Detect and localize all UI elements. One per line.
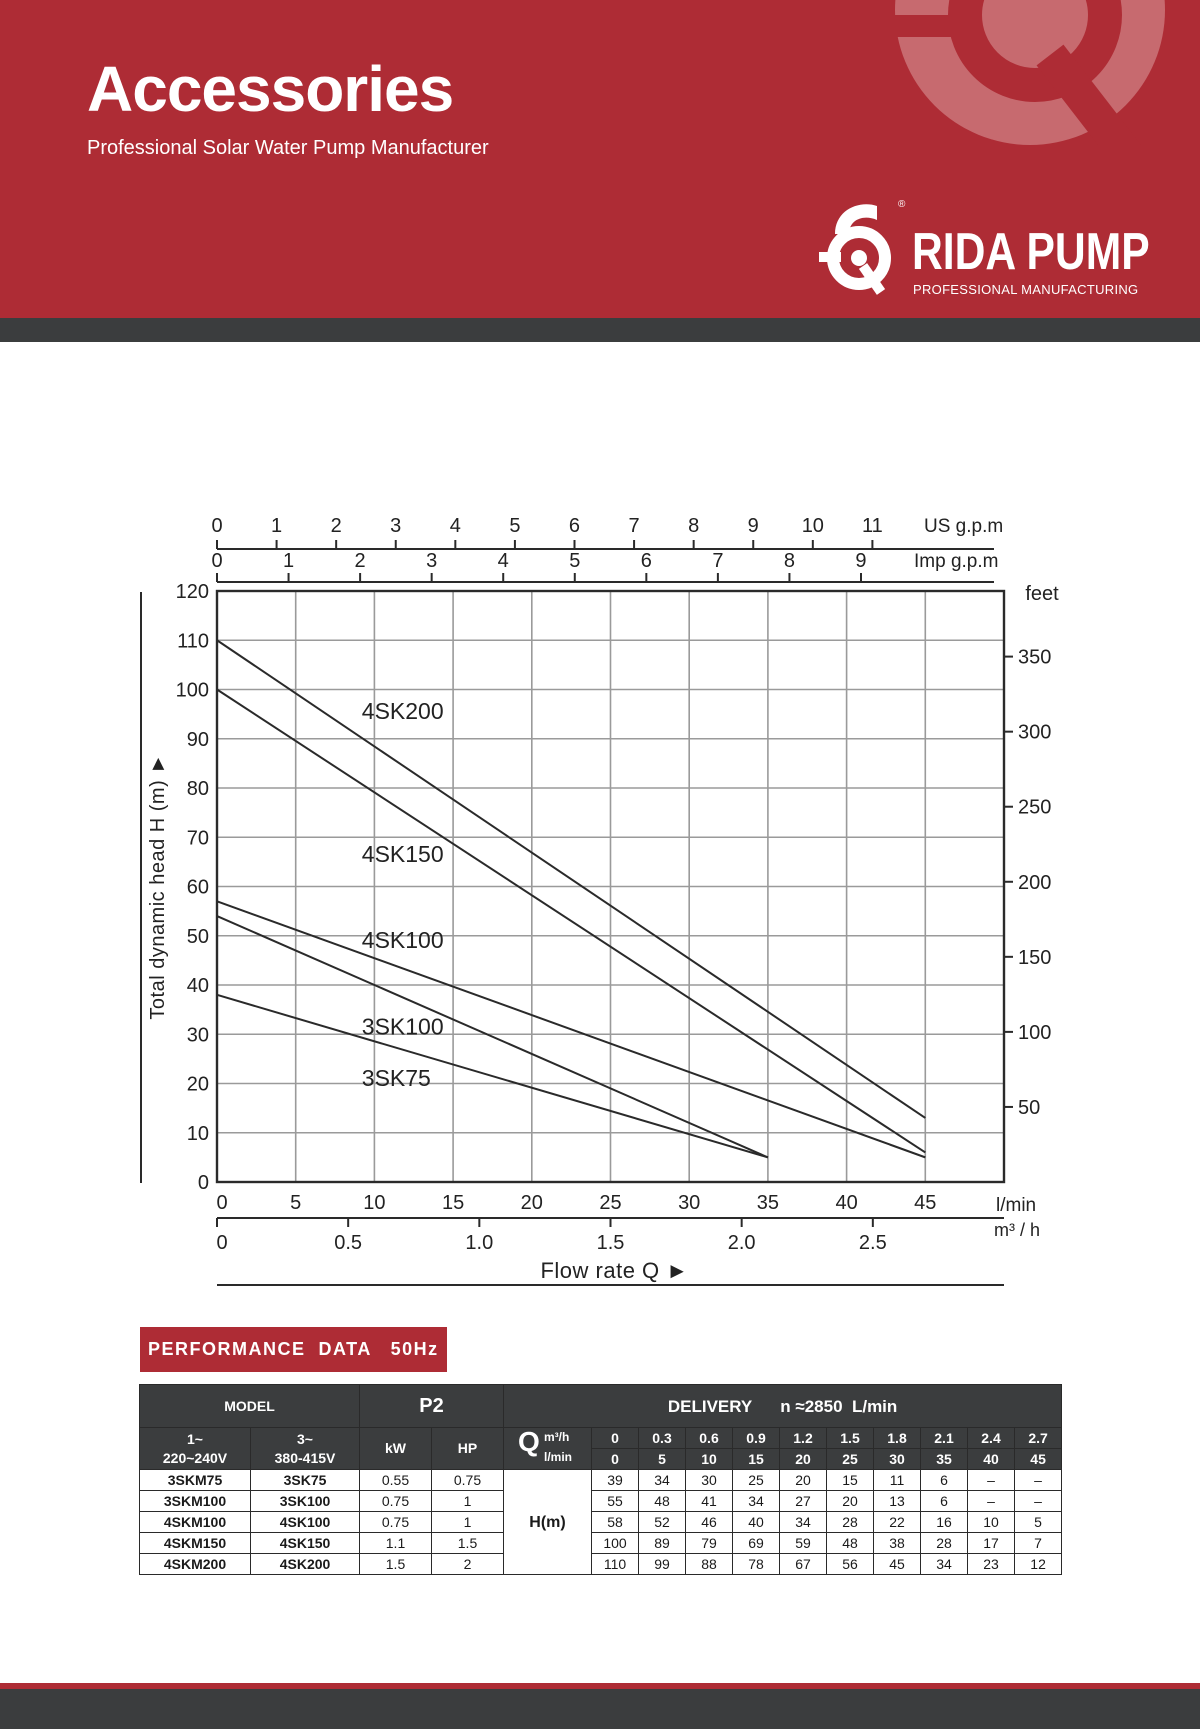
series-line-4sk100 [217,901,925,1157]
head-value-cell: 23 [968,1554,1015,1575]
y-tick-label: 90 [186,728,209,751]
table-header-row [140,1385,1062,1428]
model-1phase-cell: 4SKM100 [140,1512,251,1533]
x-tick-label: 45 [914,1192,937,1214]
x-tick-label: 15 [441,1192,465,1214]
usgpm-tick-label: 8 [688,515,700,537]
hp-cell: 0.75 [432,1470,504,1491]
kw-cell: 1.1 [360,1533,432,1554]
model-1phase-cell: 3SKM100 [140,1491,251,1512]
performance-table [139,1384,1062,1575]
head-value-cell: 11 [874,1470,921,1491]
head-value-cell: 6 [921,1470,968,1491]
y-tick-label: 10 [186,1122,209,1145]
impgpm-tick-label: 8 [783,550,796,572]
q-m3h-value: 1.2 [780,1428,827,1449]
m3h-tick-label: 0 [216,1232,228,1254]
head-value-cell: 13 [874,1491,921,1512]
m3h-tick-label: 1.5 [596,1232,625,1254]
table-row [140,1533,1062,1554]
head-value-cell: 56 [827,1554,874,1575]
header-divider-bar [0,318,1200,342]
brand-tagline: PROFESSIONAL MANUFACTURING [913,282,1139,297]
q-m3h-value: 0.3 [639,1428,686,1449]
head-value-cell: 45 [874,1554,921,1575]
kw-cell: 0.75 [360,1491,432,1512]
head-value-cell: 40 [733,1512,780,1533]
q-lmin-value: 5 [639,1449,686,1470]
head-value-cell: 67 [780,1554,827,1575]
y-tick-label: 120 [175,581,209,603]
rida-logo-icon [815,200,895,300]
impgpm-tick-label: 9 [855,550,867,572]
head-value-cell: 100 [592,1533,639,1554]
x-tick-label: 0 [216,1192,228,1214]
y-tick-label: 50 [186,925,209,948]
model-3phase-cell: 3SK100 [251,1491,360,1512]
model-3phase-cell: 4SK150 [251,1533,360,1554]
model-1phase-cell: 3SKM75 [140,1470,251,1491]
head-value-cell: 58 [592,1512,639,1533]
y-tick-label: 110 [177,630,209,653]
y-tick-label: 0 [197,1172,209,1194]
head-value-cell: 28 [827,1512,874,1533]
head-value-cell: 79 [686,1533,733,1554]
pump-curve-chart [120,500,1080,1300]
y-tick-label: 30 [186,1024,209,1047]
hp-cell: 2 [432,1554,504,1575]
model-1phase-cell: 4SKM150 [140,1533,251,1554]
head-value-cell: 38 [874,1533,921,1554]
head-value-cell: 5 [1015,1512,1062,1533]
head-value-cell: 41 [686,1491,733,1512]
impgpm-tick-label: 7 [712,550,724,572]
head-value-cell: 48 [827,1533,874,1554]
q-lmin-value: 20 [780,1449,827,1470]
kw-cell: 1.5 [360,1554,432,1575]
kw-cell: 0.55 [360,1470,432,1491]
table-row [140,1512,1062,1533]
usgpm-tick-label: 11 [862,515,883,537]
hp-cell: 1.5 [432,1533,504,1554]
feet-unit-label: feet [1025,583,1059,605]
x-tick-label: 40 [835,1192,858,1214]
q-lmin-value: 35 [921,1449,968,1470]
p2-header: P2 [360,1385,504,1428]
model-3phase-cell: 4SK100 [251,1512,360,1533]
m3h-tick-label: 2.0 [727,1232,756,1254]
head-value-cell: 27 [780,1491,827,1512]
head-value-cell: 78 [733,1554,780,1575]
q-lmin-value: 40 [968,1449,1015,1470]
q-symbol: Q [518,1426,540,1457]
head-value-cell: 12 [1015,1554,1062,1575]
head-value-cell: 30 [686,1470,733,1491]
head-value-cell: 28 [921,1533,968,1554]
x-tick-label: 10 [363,1192,386,1214]
q-m3h-row [140,1428,1062,1449]
q-header [504,1428,592,1470]
head-value-cell: 69 [733,1533,780,1554]
q-lmin-value: 10 [686,1449,733,1470]
x-tick-label: 25 [599,1192,622,1214]
q-lmin-value: 25 [827,1449,874,1470]
feet-tick-label: 200 [1018,871,1052,894]
impgpm-tick-label: 5 [569,550,581,572]
head-value-cell: 88 [686,1554,733,1575]
phase1-voltage: 220~240V [162,1449,228,1466]
head-value-cell: – [1015,1491,1062,1512]
table-row [140,1554,1062,1575]
head-value-cell: 39 [592,1470,639,1491]
head-value-cell: 17 [968,1533,1015,1554]
decorative-logo-icon [895,0,1165,145]
head-value-cell: 34 [780,1512,827,1533]
head-value-cell: 110 [592,1554,639,1575]
head-value-cell: – [1015,1470,1062,1491]
y-tick-label: 60 [186,876,209,899]
impgpm-tick-label: 2 [354,550,366,572]
feet-tick-label: 100 [1018,1021,1052,1044]
brand-name: RIDA PUMP [912,223,1150,281]
q-m3h-value: 0.9 [733,1428,780,1449]
x-unit-label: l/min [996,1195,1037,1216]
impgpm-tick-label: 1 [282,550,295,572]
kw-header: kW [360,1428,432,1470]
usgpm-tick-label: 0 [211,515,223,537]
phase3-voltage: 380-415V [274,1449,336,1466]
table-row [140,1491,1062,1512]
head-value-cell: 6 [921,1491,968,1512]
head-value-cell: 99 [639,1554,686,1575]
m3h-tick-label: 2.5 [858,1232,887,1254]
impgpm-tick-label: 6 [640,550,652,572]
usgpm-tick-label: 6 [568,515,581,537]
x-tick-label: 20 [520,1192,543,1214]
feet-tick-label: 50 [1018,1096,1041,1119]
usgpm-tick-label: 10 [801,515,824,537]
head-value-cell: 22 [874,1512,921,1533]
kw-cell: 0.75 [360,1512,432,1533]
head-value-cell: 55 [592,1491,639,1512]
phase3-header [251,1428,360,1470]
m3h-tick-label: 1.0 [465,1232,494,1254]
table-row [140,1470,1062,1491]
head-value-cell: 48 [639,1491,686,1512]
usgpm-tick-label: 9 [747,515,759,537]
q-unit-lmin: l/min [544,1450,573,1464]
phase1-header [140,1428,251,1470]
x-tick-label: 30 [678,1192,701,1214]
head-value-cell: 34 [921,1554,968,1575]
q-m3h-value: 0 [592,1428,639,1449]
registered-mark: ® [898,199,906,210]
impgpm-tick-label: 3 [426,550,438,572]
y-tick-label: 80 [186,778,209,800]
model-1phase-cell: 4SKM200 [140,1554,251,1575]
impgpm-unit-label: Imp g.p.m [914,551,999,572]
q-m3h-value: 1.5 [827,1428,874,1449]
delivery-header: DELIVERY n ≈2850 L/min [504,1385,1062,1428]
series-label-4sk100: 4SK100 [361,927,444,954]
usgpm-tick-label: 1 [271,515,283,537]
x-tick-label: 5 [290,1192,302,1214]
usgpm-unit-label: US g.p.m [924,516,1004,537]
head-value-cell: 7 [1015,1533,1062,1554]
page-title: Accessories [87,53,454,125]
usgpm-tick-label: 5 [509,515,521,537]
head-value-cell: 59 [780,1533,827,1554]
q-lmin-value: 0 [592,1449,639,1470]
head-value-cell: 34 [639,1470,686,1491]
impgpm-tick-label: 4 [497,550,509,572]
performance-data-label: PERFORMANCE DATA 50Hz [140,1327,447,1372]
y-tick-label: 20 [186,1073,209,1096]
usgpm-tick-label: 3 [390,515,402,537]
head-value-cell: 10 [968,1512,1015,1533]
head-value-cell: 25 [733,1470,780,1491]
head-value-cell: 52 [639,1512,686,1533]
q-lmin-value: 15 [733,1449,780,1470]
hp-cell: 1 [432,1512,504,1533]
m3h-unit-label: m³ / h [994,1220,1041,1240]
x-tick-label: 35 [756,1192,780,1214]
phase3-label: 3~ [297,1430,313,1447]
usgpm-tick-label: 7 [628,515,640,537]
phase1-label: 1~ [187,1430,203,1447]
head-label-cell: H(m) [504,1470,592,1575]
series-label-4sk150: 4SK150 [361,840,444,867]
head-value-cell: 15 [827,1470,874,1491]
usgpm-tick-label: 2 [330,515,342,537]
model-header: MODEL [140,1385,360,1428]
q-m3h-value: 2.7 [1015,1428,1062,1449]
y-tick-label: 100 [175,679,209,702]
y-tick-label: 70 [186,827,209,850]
head-value-cell: 16 [921,1512,968,1533]
q-lmin-value: 30 [874,1449,921,1470]
q-m3h-value: 2.4 [968,1428,1015,1449]
head-value-cell: 46 [686,1512,733,1533]
head-value-cell: 89 [639,1533,686,1554]
head-value-cell: 20 [780,1470,827,1491]
q-m3h-value: 2.1 [921,1428,968,1449]
feet-tick-label: 150 [1018,946,1052,969]
x-axis-label: Flow rate Q ► [540,1258,689,1283]
feet-tick-label: 300 [1018,721,1052,744]
head-value-cell: – [968,1470,1015,1491]
y-tick-label: 40 [186,975,209,997]
head-value-cell: 34 [733,1491,780,1512]
series-line-4sk200 [217,640,925,1118]
impgpm-tick-label: 0 [211,550,223,572]
page-subtitle: Professional Solar Water Pump Manufacturer [87,137,489,159]
page-header [0,0,1200,318]
m3h-tick-label: 0.5 [334,1232,363,1254]
q-m3h-value: 1.8 [874,1428,921,1449]
feet-tick-label: 250 [1018,796,1052,819]
footer-bar [0,1689,1200,1729]
series-label-3sk75: 3SK75 [361,1064,431,1091]
series-label-3sk100: 3SK100 [361,1013,444,1040]
usgpm-tick-label: 4 [449,515,461,537]
q-m3h-value: 0.6 [686,1428,733,1449]
model-3phase-cell: 4SK200 [251,1554,360,1575]
head-value-cell: – [968,1491,1015,1512]
series-line-3sk100 [217,916,768,1157]
series-label-4sk200: 4SK200 [361,698,444,725]
y-axis-label: Total dynamic head H (m) ► [147,753,169,1020]
q-unit-m3h: m³/h [544,1430,570,1444]
hp-header: HP [432,1428,504,1470]
hp-cell: 1 [432,1491,504,1512]
q-lmin-value: 45 [1015,1449,1062,1470]
feet-tick-label: 350 [1018,646,1052,669]
model-3phase-cell: 3SK75 [251,1470,360,1491]
head-value-cell: 20 [827,1491,874,1512]
